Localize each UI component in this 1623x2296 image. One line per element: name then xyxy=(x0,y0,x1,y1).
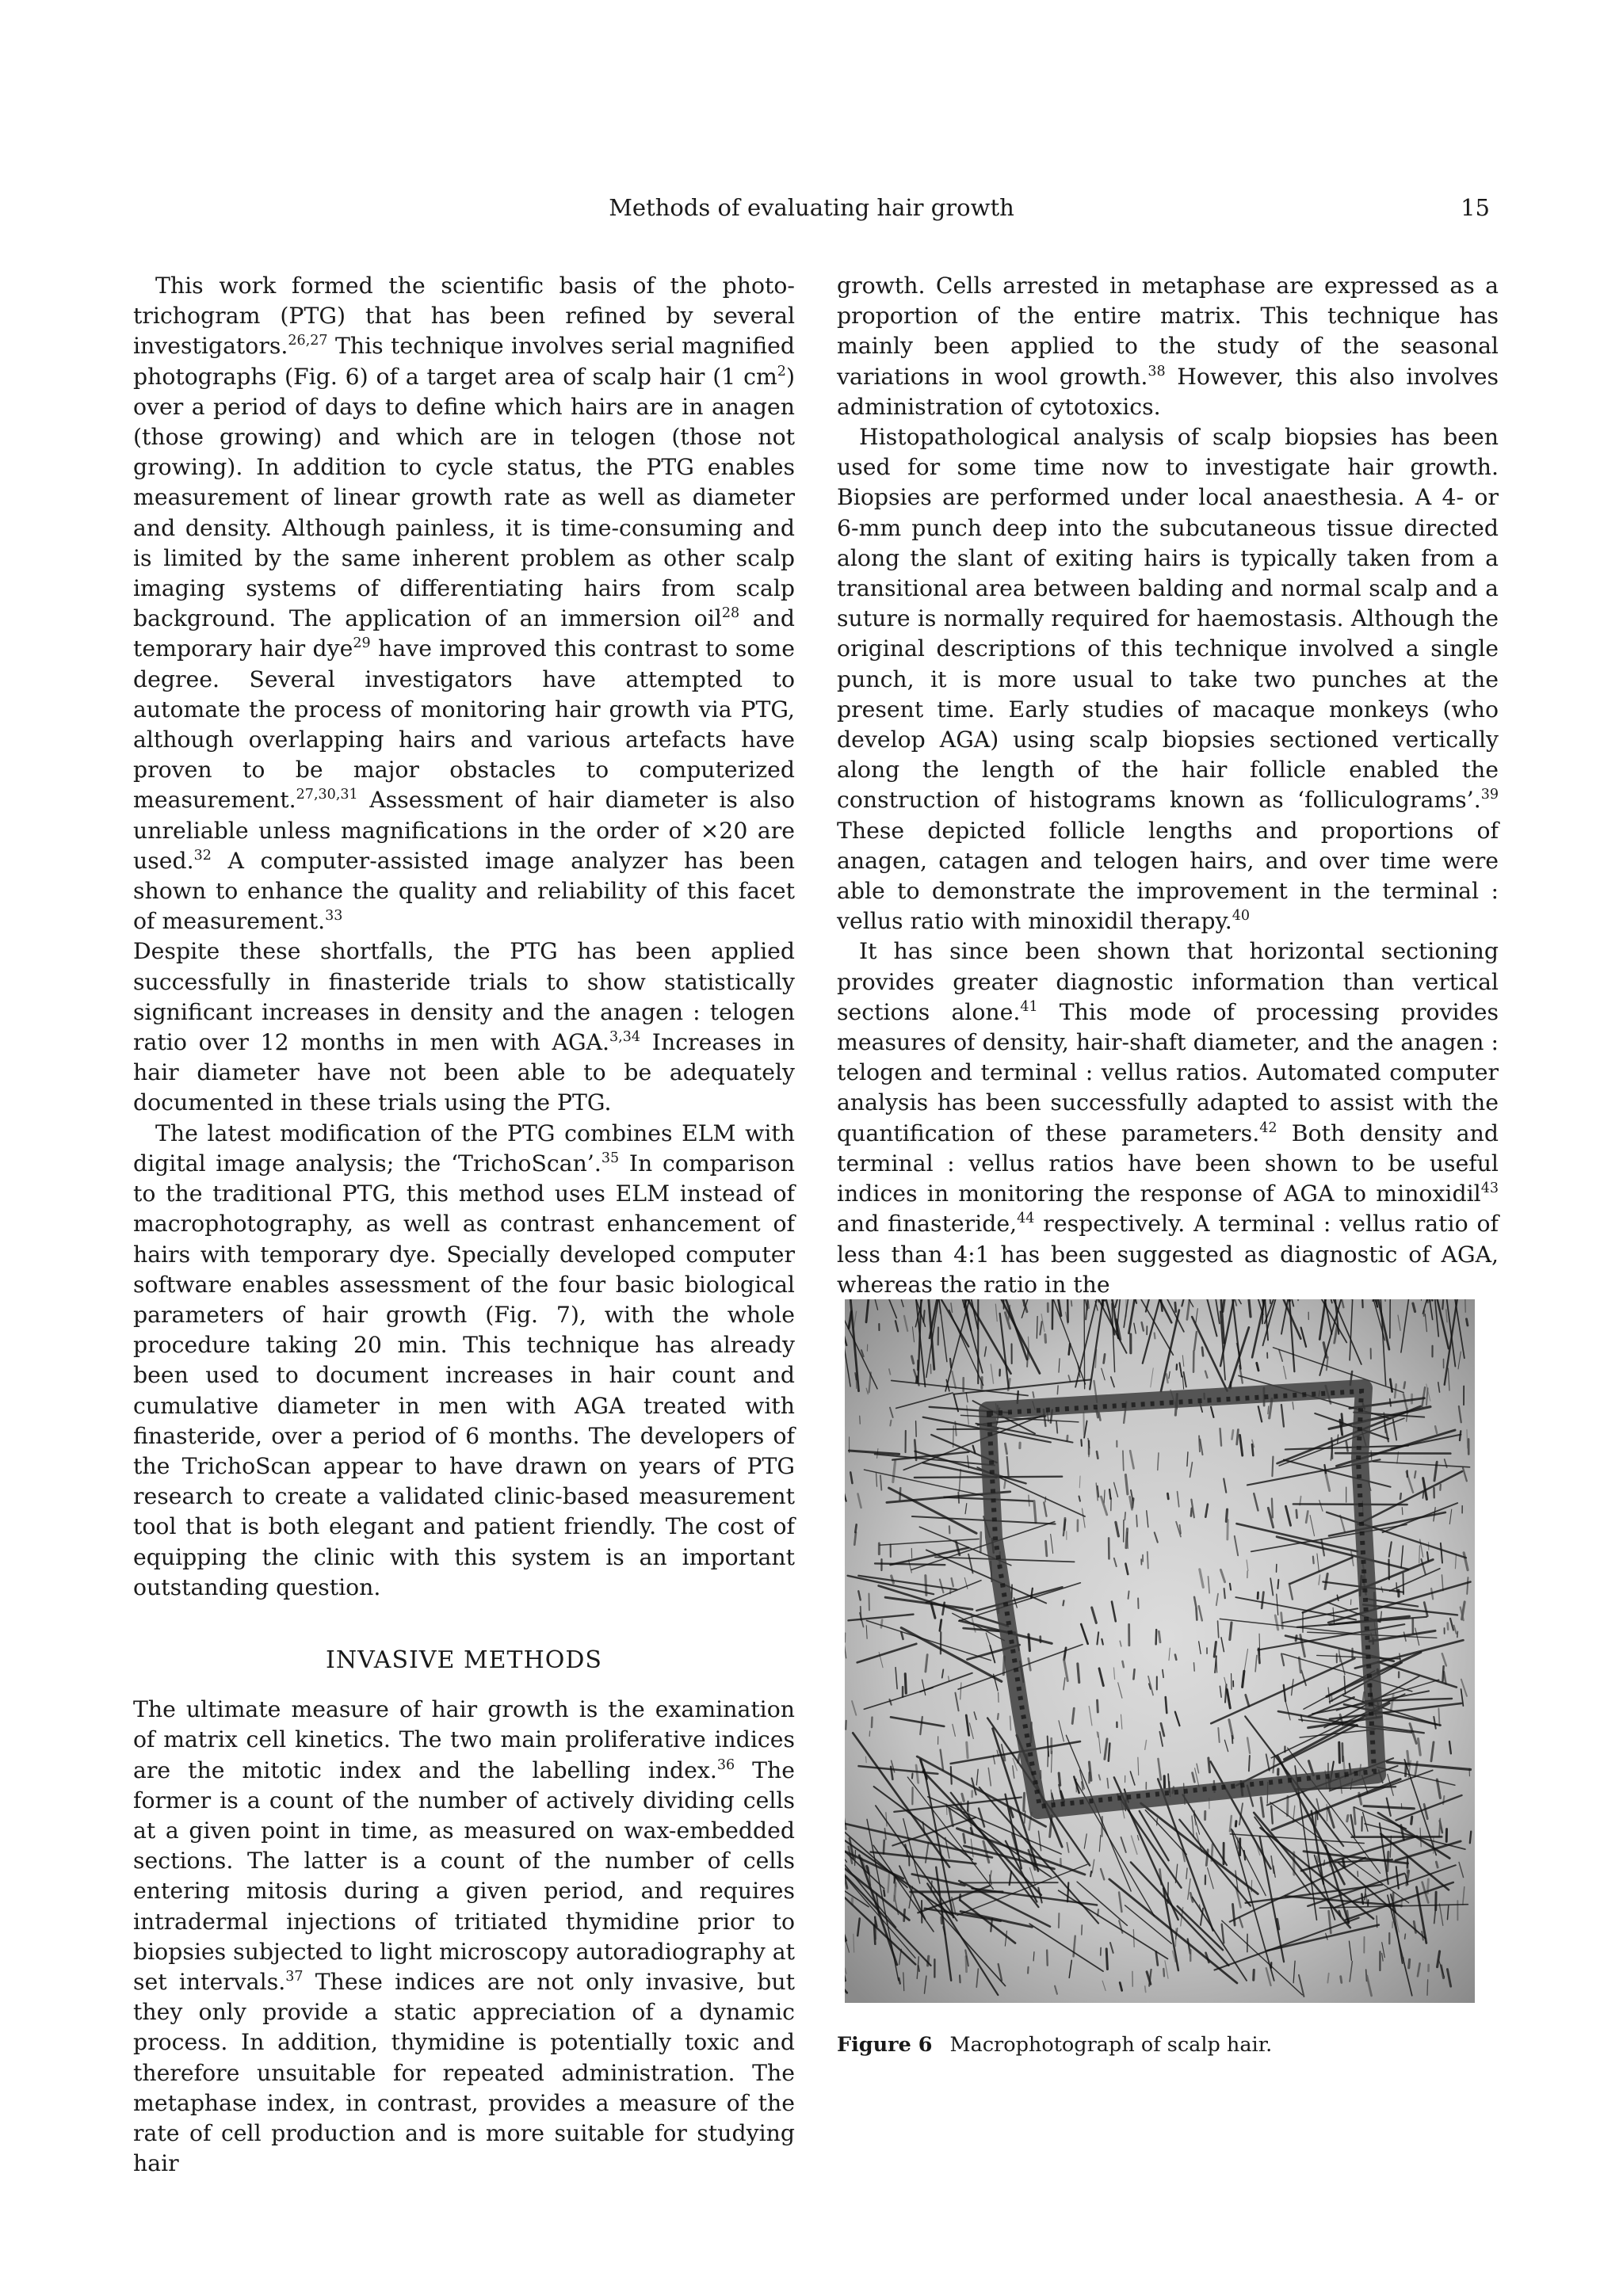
citation: 26,27 xyxy=(288,333,328,349)
paragraph-shortfalls: Despite these shortfalls, the PTG has been applied successfully in finasteride trials to show statistically significant increases in density and the anagen : telogen ratio over 12 months in men with AGA.$^{3,34}$ Increases in hair diameter have not been able to be adequately documented in these trials using the PTG. xyxy=(133,938,795,1116)
paragraph-invasive: The ultimate measure of hair growth is the examination of matrix cell kinetics. The two main proliferative indices are the mitotic index and the labelling index.$^{36}$ The former is a count of the number of actively dividing cells at a given point in time, as measured on wax-embedded sections. The latter is a count of the number of cells entering mitosis during a given period, and requires intradermal injections of tritiated thymidine prior to biopsies subjected to light microscopy autoradiography at set intervals.$^{37}$ These indices are not only invasive, but they only provide a static appreciation of a dynamic process. In addition, thymidine is potentially toxic and therefore unsuitable for repeated administration. The metaphase index, in contrast, provides a measure of the rate of cell production and is more suitable for studying hair xyxy=(133,1696,795,2177)
scalp-macrophotograph xyxy=(845,1299,1490,2003)
citation: 44 xyxy=(1017,1211,1035,1227)
left-column xyxy=(133,271,795,2179)
running-title: Methods of evaluating hair growth xyxy=(609,194,1014,221)
citation: 41 xyxy=(1020,999,1038,1015)
running-head xyxy=(133,190,1490,225)
citation: 27,30,31 xyxy=(296,787,358,803)
citation: 43 xyxy=(1480,1180,1499,1197)
right-column xyxy=(837,271,1499,1300)
paragraph-metaphase: growth. Cells arrested in metaphase are expressed as a proportion of the entire matrix. This technique has mainly been applied to the study of the seasonal variations in wool growth.$^{38}$ However, this also involves administration of cytotoxics. xyxy=(837,273,1499,420)
citation: 28 xyxy=(721,605,740,622)
citation: 39 xyxy=(1480,787,1499,803)
paragraph-horizontal-sectioning: It has since been shown that horizontal sectioning provides greater diagnostic information than vertical sections alone.$^{41}$ This mode of processing provides measures of density, hair-shaft diameter, and the anagen : telogen and terminal : vellus ratios. Automated computer analysis has been successfully adapted to assist with the quantification of these parameters.$^{42}$ Both density and terminal : vellus ratios have been shown to be useful indices in monitoring the response of AGA to minoxidil$^{43}$ and finasteride,$^{44}$ respectively. A terminal : vellus ratio of less than 4:1 has been suggested as diagnostic of AGA, whereas the ratio in the xyxy=(837,938,1499,1298)
citation: 3,34 xyxy=(609,1029,641,1046)
figure-caption-text: Macrophotograph of scalp hair. xyxy=(949,2033,1273,2057)
citation: 37 xyxy=(285,1969,304,1985)
page-number: 15 xyxy=(1461,194,1490,221)
paragraph-ptg-basis: This work formed the scientific basis of the photo-trichogram (PTG) that has been refined by several investigators.$^{26,27}$ This technique involves serial magnified photographs (Fig. 6) of a target area of scalp hair (1 $cm^2$) over a period of days to define which hairs are in anagen (those growing) and which are in telogen (those not growing). In addition to cycle status, the PTG enables measurement of linear growth rate as well as diameter and density. Although painless, it is time-consuming and is limited by the same inherent problem as other scalp imaging systems of differentiating hairs from scalp background. The application of an immersion oil$^{28}$ and temporary hair dye$^{29}$ have improved this contrast to some degree. Several investigators have attempted to automate the process of monitoring hair growth via PTG, although overlapping hairs and various artefacts have proven to be major obstacles to computerized measurement.$^{27,30,31}$ Assessment of hair diameter is also unreliable unless magnifications in the order of ×20 are used.$^{32}$ A computer-assisted image analyzer has been shown to enhance the quality and reliability of this facet of measurement.$^{33}$ xyxy=(133,273,795,935)
paragraph-histopathology: Histopathological analysis of scalp biopsies has been used for some time now to investigate hair growth. Biopsies are performed under local anaesthesia. A 4- or 6-mm punch deep into the subcutaneous tissue directed along the slant of exiting hairs is typically taken from a transitional area between balding and normal scalp and a suture is normally required for haemostasis. Although the original descriptions of this technique involved a single punch, it is more usual to take two punches at the present time. Early studies of macaque monkeys (who develop AGA) using scalp biopsies sectioned vertically along the length of the hair follicle enabled the construction of histograms known as ‘folliculograms’.$^{39}$ These depicted follicle lengths and proportions of anagen, catagen and telogen hairs, and over time were able to demonstrate the improvement in the terminal : vellus ratio with minoxidil therapy.$^{40}$ xyxy=(837,424,1499,935)
section-heading: INVASIVE METHODS xyxy=(326,1646,602,1674)
figure-label: Figure 6 xyxy=(837,2033,933,2057)
superscript: 2 xyxy=(777,363,786,379)
citation: 32 xyxy=(193,847,212,864)
citation: 29 xyxy=(353,635,371,652)
citation: 36 xyxy=(716,1756,735,1773)
photo-edge xyxy=(1475,1299,1490,2003)
citation: 42 xyxy=(1259,1119,1277,1136)
citation: 33 xyxy=(325,908,343,925)
figure-caption xyxy=(837,2031,1499,2058)
citation: 38 xyxy=(1148,363,1166,379)
figure-6 xyxy=(837,1299,1499,2058)
paragraph-trichoscan: The latest modification of the PTG combines ELM with digital image analysis; the ‘TrichoScan’.$^{35}$ In comparison to the traditional PTG, this method uses ELM instead of macrophotography, as well as contrast enhancement of hairs with temporary dye. Specially developed computer software enables assessment of the four basic biological parameters of hair growth (Fig. 7), with the whole procedure taking 20 min. This technique has already been used to document increases in hair count and cumulative diameter in men with AGA treated with finasteride, over a period of 6 months. The developers of the TrichoScan appear to have drawn on years of PTG research to create a validated clinic-based measurement tool that is both elegant and patient friendly. The cost of equipping the clinic with this system is an important outstanding question. xyxy=(133,1119,795,1600)
scalp-photo-image xyxy=(845,1299,1490,2003)
citation: 40 xyxy=(1232,908,1251,925)
citation: 35 xyxy=(601,1150,620,1167)
